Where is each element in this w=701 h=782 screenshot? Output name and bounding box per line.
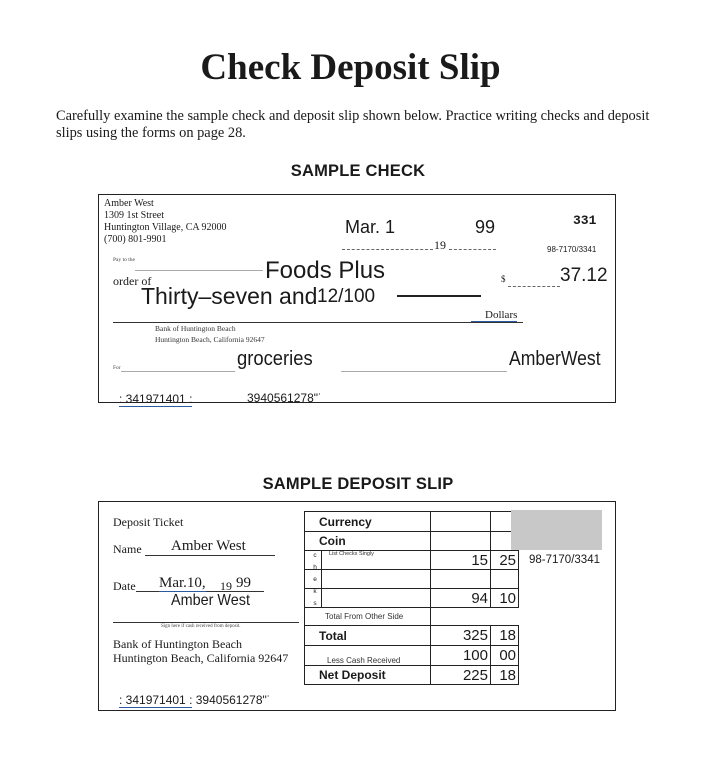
for-label: For <box>113 365 121 371</box>
deposit-bank-block <box>113 637 288 665</box>
memo-text: groceries <box>237 348 313 370</box>
deposit-sign-line <box>113 622 299 623</box>
row-total-other-side <box>305 608 519 626</box>
deposit-bank-city: Huntington Beach, California 92647 <box>113 651 289 665</box>
check-date: Mar. 1 <box>345 217 396 237</box>
total-dollars: 325 <box>431 626 491 646</box>
check3-cents: 10 <box>491 589 519 608</box>
sample-deposit-heading: SAMPLE DEPOSIT SLIP <box>262 475 454 493</box>
year-line <box>449 249 496 250</box>
deposit-name-label: Name <box>113 542 142 556</box>
signature-line <box>341 371 507 372</box>
check1-dollars: 15 <box>431 551 491 570</box>
currency-dollars <box>431 512 491 532</box>
row-coin <box>305 532 519 551</box>
deposit-date-value: Mar.10, <box>159 575 206 591</box>
less-cash-dollars: 100 <box>431 646 491 666</box>
check-owner-block <box>104 198 227 246</box>
row-currency <box>305 512 519 532</box>
deposit-ticket-label: Deposit Ticket <box>113 515 184 529</box>
deposit-micr-routing: : 341971401 : <box>119 693 193 707</box>
memo-line <box>121 371 235 372</box>
payee-name: Foods Plus <box>265 257 386 284</box>
total-cents: 18 <box>491 626 519 646</box>
check2-label <box>305 570 431 589</box>
less-cash-cents: 00 <box>491 646 519 666</box>
year-prefix: 19 <box>434 238 446 252</box>
checks-letter: e <box>313 576 317 583</box>
bank-name: Bank of Huntington Beach <box>155 324 236 333</box>
deposit-micr <box>119 693 271 707</box>
deposit-amounts-table <box>304 511 519 685</box>
bank-city: Huntington Beach, California 92647 <box>155 335 265 344</box>
net-deposit-label: Net Deposit <box>305 666 431 685</box>
amount-line <box>508 286 560 287</box>
check-routing-fraction: 98-7170/3341 <box>547 245 597 254</box>
coin-dollars <box>431 532 491 551</box>
total-other-side-dollars <box>431 608 491 626</box>
checks-divider <box>321 550 322 607</box>
page-title: Check Deposit Slip <box>200 47 501 88</box>
deposit-micr-account: 3940561278"˙ <box>195 693 271 707</box>
deposit-signature: Amber West <box>171 592 250 609</box>
dollar-sign: $ <box>501 274 506 284</box>
intro-text: Carefully examine the sample check and deposit slip shown below. Practice writing checks and deposit slips using the forms on page 28. <box>56 108 650 141</box>
total-other-side-label: Total From Other Side <box>305 608 431 626</box>
dollars-label: Dollars <box>471 309 517 322</box>
row-total <box>305 626 519 646</box>
check-bank-block <box>155 323 265 345</box>
check2-dollars <box>431 570 491 589</box>
owner-street: 1309 1st Street <box>104 210 164 221</box>
net-deposit-cents: 18 <box>491 666 519 685</box>
checks-side-label <box>311 550 319 610</box>
check-amount: 37.12 <box>560 265 608 286</box>
sample-check-heading: SAMPLE CHECK <box>290 162 426 180</box>
sample-check <box>98 194 616 406</box>
deposit-year-prefix: 19 <box>220 579 232 593</box>
owner-phone: (700) 801-9901 <box>104 234 167 245</box>
row-check-2 <box>305 570 519 589</box>
deposit-date-label: Date <box>113 579 136 593</box>
amount-words: Thirty–seven and <box>141 283 318 309</box>
check-micr-account: 3940561278"˙ <box>247 391 322 405</box>
owner-name: Amber West <box>104 198 154 209</box>
check1-cents: 25 <box>491 551 519 570</box>
check3-label <box>305 589 431 608</box>
date-line <box>342 249 433 250</box>
coin-label: Coin <box>305 532 431 551</box>
check-number: 331 <box>573 213 597 228</box>
deposit-name-value: Amber West <box>171 538 246 554</box>
deposit-routing-fraction: 98-7170/3341 <box>529 554 600 566</box>
row-check-3 <box>305 589 519 608</box>
check-micr-routing: : 341971401 : <box>119 392 193 406</box>
pay-to-label: Pay to the <box>113 257 135 263</box>
checks-letter: s <box>313 600 317 607</box>
owner-city: Huntington Village, CA 92000 <box>104 222 227 233</box>
total-label: Total <box>305 626 431 646</box>
currency-label: Currency <box>305 512 431 532</box>
order-of-label: order of <box>113 274 152 288</box>
payee-line <box>135 270 263 271</box>
less-cash-label: Less Cash Received <box>305 646 431 666</box>
deposit-year-value: 99 <box>236 575 251 591</box>
check-year: 99 <box>475 217 496 237</box>
list-checks-label: List Checks Singly <box>305 551 431 570</box>
amount-fraction: 12/100 <box>317 286 376 307</box>
net-deposit-dollars: 225 <box>431 666 491 685</box>
row-check-1 <box>305 551 519 570</box>
check-signature: AmberWest <box>509 348 601 370</box>
sample-deposit-slip <box>98 501 616 711</box>
deposit-sign-caption: Sign here if cash received from deposit. <box>161 624 241 629</box>
deposit-name-line <box>145 555 275 556</box>
checks-letter: c <box>313 552 317 559</box>
deposit-bank-name: Bank of Huntington Beach <box>113 637 242 651</box>
check2-cents <box>491 570 519 589</box>
total-other-side-cents <box>491 608 519 626</box>
checks-letter: h <box>313 564 317 571</box>
check3-dollars: 94 <box>431 589 491 608</box>
deposit-stamp-area <box>511 510 602 550</box>
row-net-deposit <box>305 666 519 685</box>
row-less-cash <box>305 646 519 666</box>
checks-letter: k <box>313 588 317 595</box>
amount-fill-line <box>397 295 481 297</box>
